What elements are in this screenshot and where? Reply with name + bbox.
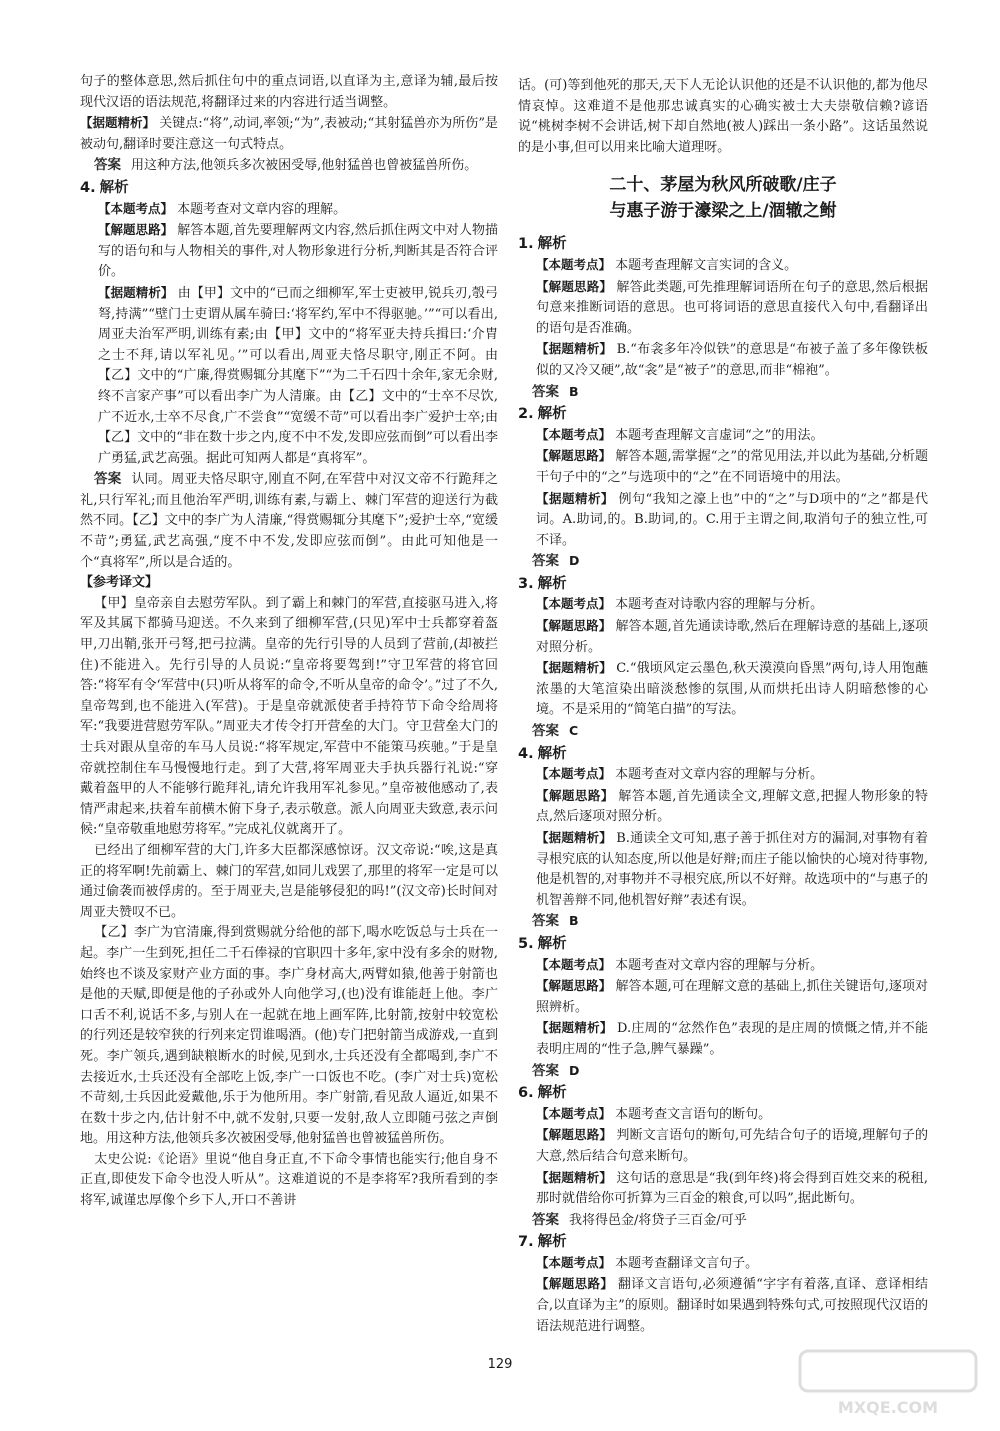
question-heading: 2. 解析 [518, 406, 567, 423]
answer-line: 答案 我将得邑金/将贷子三百金/可乎 [532, 1211, 747, 1228]
question-heading: 1. 解析 [518, 236, 567, 253]
section-title: 二十、茅屋为秋风所破歌/庄子 与惠子游于濠梁之上/涸辙之鲋 [609, 175, 837, 222]
watermark-text: MXQE.COM [837, 1398, 939, 1417]
question-body: 【本题考点】 本题考查理解文言实词的含义。 【解题思路】 解答此类题,可先推理解词语所在句子的意思,然后根据句意来推断词语的意思。也可将词语的意思直接代入句中,看翻译出的语句是否准确。 【据题精析】 B.“布衾多年冷似铁”的意思是“布被子盖了多年像铁板似的又冷又硬”,故“衾”是“被子”的意思,而非“棉袍”。 [536, 256, 928, 378]
question-heading: 4. 解析 [518, 745, 567, 762]
tag-text: 关键点:“将”,动词,率领;“为”,表被动;“其射猛兽亦为所伤”是被动句,翻译时要注意这一句式特点。 [80, 116, 498, 152]
answer-line: 答案 C [532, 723, 579, 740]
question-body [80, 199, 498, 470]
question-body: 【本题考点】 本题考查对诗歌内容的理解与分析。 【解题思路】 解答本题,首先通读诗歌,然后在理解诗意的基础上,逐项对照分析。 【据题精析】 C.“俄顷风定云墨色,秋天漠漠向昏黑”两句,诗人用饱蘸浓墨的大笔渲染出暗淡愁惨的氛围,从而烘托出诗人阴暗愁惨的心境。不是采用的“简笔白描”的写法。 [536, 596, 928, 718]
question-heading: 3. 解析 [518, 575, 567, 592]
translation-paragraph: 已经出了细柳军营的大门,许多大臣都深感惊讶。汉文帝说:“唉,这是真正的将军啊!先前霸上、棘门的军营,如同儿戏罢了,那里的将军一定是可以通过偷袭而被俘虏的。至于周亚夫,岂是能够侵犯的吗!”(汉文帝)长时间对周亚夫赞叹不已。 [80, 842, 498, 920]
tag-label: 【据题精析】 [80, 115, 156, 131]
question-body: 【本题考点】 本题考查对文章内容的理解与分析。 【解题思路】 解答本题,首先通读全文,理解文意,把握人物形象的特点,然后逐项对照分析。 【据题精析】 B.通读全文可知,惠子善于抓住对方的漏洞,对事物有着寻根究底的认知态度,所以他是好辩;而庄子能以愉快的心境对待事物,他是机智的,对事物并不寻根究底,所以不好辩。故选项中的“与惠子的机智善辩不同,他机智好辩”表述有误。 [536, 766, 928, 908]
translation-paragraph: 【乙】李广为官清廉,得到赏赐就分给他的部下,喝水吃饭总与士兵在一起。李广一生到死,担任二千石俸禄的官职四十多年,家中没有多余的财物,始终也不谈及家财产业方面的事。李广身材高大,两臂如猿,他善于射箭也是他的天赋,即便是他的子孙或外人向他学习,(也)没有谁能赶上他。李广口舌不利,说话不多,与别人在一起就在地上画军阵,比射箭,按射中较宽松的行列还是较窄狭的行列来定罚谁喝酒。(他)专门把射箭当成游戏,一直到死。李广领兵,遇到缺粮断水的时候,见到水,士兵还没有全都喝到,李广不去接近水,士兵还没有全部吃上饭,李广一口饭也不吃。(李广对士兵)宽松不苛刻,士兵因此爱戴他,乐于为他所用。李广射箭,看见敌人逼近,如果不在数十步之内,估计射不中,就不发射,只要一发射,敌人立即随弓弦之声倒地。用这种方法,他领兵多次被困受辱,他射猛兽也曾被猛兽所伤。 [80, 925, 498, 1147]
answer-line: 答案 认同。周亚夫恪尽职守,刚直不阿,在军营中对汉文帝不行跪拜之礼,只行军礼;而且他治军严明,训练有素,与霸上、棘门军营的迎送行为截然不同。【乙】文中的李广为人清廉,“得赏赐辄分其麾下”;爱护士卒,“宽缓不苛”;勇猛,武艺高强,“度不中不发,发即应弦而倒”。由此可知他是一个“真将军”,所以是合适的。 [80, 471, 498, 570]
question-body: 【本题考点】 本题考查文言语句的断句。 【解题思路】 判断文言语句的断句,可先结合句子的语境,理解句子的大意,然后结合句意来断句。 【据题精析】 这句话的意思是“我(到年终)将会得到百姓交来的税租,那时就借给你可折算为三百金的粮食,可以吗”,据此断句。 [536, 1105, 928, 1207]
question-body: 【本题考点】 本题考查翻译文言句子。 【解题思路】 翻译文言语句,必须遵循“字字有着落,直译、意译相结合,以直译为主”的原则。翻译时如果遇到特殊句式,可按照现代汉语的语法规范进行调整。 [536, 1254, 928, 1334]
continuation-text: 句子的整体意思,然后抓住句中的重点词语,以直译为主,意译为辅,最后按现代汉语的语法规范,将翻译过来的内容进行适当调整。 [80, 74, 498, 110]
reference-translation-heading: 【参考译文】 [80, 575, 159, 591]
right-column [518, 76, 928, 1337]
translation-paragraph: 太史公说:《论语》里说“他自身正直,不下命令事情也能实行;他自身不正直,即使发下命令也没人听从”。这难道说的不是李将军?我所看到的李将军,诚谨忠厚像个乡下人,开口不善讲 [80, 1151, 498, 1209]
translation-paragraph: 【甲】皇帝亲自去慰劳军队。到了霸上和棘门的军营,直接驱马进入,将军及其属下都骑马迎送。不久来到了细柳军营,(只见)军中士兵都穿着盔甲,刀出鞘,张开弓弩,把弓拉满。皇帝的先行引导的人员到了营前,(却被拦住)不能进入。先行引导的人员说:“皇帝将要驾到!”守卫军营的将官回答:“将军有令‘军营中(只)听从将军的命令,不听从皇帝的命令’。”过了不久,皇帝驾到,也不能进入(军营)。于是皇帝就派使者手持符节下命令给周将军:“我要进营慰劳军队。”周亚夫才传令打开营垒的大门。守卫营垒大门的士兵对跟从皇帝的车马人员说:“将军规定,军营中不能策马疾驰。”于是皇帝就控制住车马慢慢地行走。到了大营,将军周亚夫手执兵器行礼说:“穿戴着盔甲的人不能够行跪拜礼,请允许我用军礼参见。”皇帝被他感动了,表情严肃起来,扶着车前横木俯下身子,表示敬意。派人向周亚夫致意,表示问候:“皇帝敬重地慰劳将军。”完成礼仪就离开了。 [80, 595, 498, 838]
answer-line: 答案 D [532, 1062, 580, 1079]
question-heading: 6. 解析 [518, 1085, 567, 1102]
answer-text: 用这种方法,他领兵多次被困受辱,他射猛兽也曾被猛兽所伤。 [131, 158, 478, 174]
question-heading: 4. 解析 [80, 179, 129, 196]
analysis-paragraph: 【解题思路】 解答本题,首先要理解两文内容,然后抓住两文中对人物描写的语句和与人物相关的事件,对人物形象进行分析,判断其是否符合评价。 [98, 222, 498, 280]
answer-line [80, 155, 498, 177]
analysis-paragraph: 【本题考点】 本题考查对文章内容的理解。 [98, 200, 347, 217]
left-column [80, 72, 498, 1212]
answer-label: 答案 [94, 157, 121, 174]
question-body: 【本题考点】 本题考查理解文言虚词“之”的用法。 【解题思路】 解答本题,需掌握“之”的常见用法,并以此为基础,分析题干句子中的“之”与选项中的“之”在不同语境中的用法。 【据题精析】 例句“我知之濠上也”中的“之”与D项中的“之”都是代词。A.助词,的。B.助词,的。C.用于主谓之间,取消句子的独立性,可不译。 [536, 426, 928, 548]
answer-line: 答案 B [532, 913, 579, 930]
answer-line: 答案 B [532, 383, 579, 400]
answer-line: 答案 D [532, 553, 580, 570]
continuation-text: 话。(可)等到他死的那天,天下人无论认识他的还是不认识他的,都为他尽情哀悼。这难道不是他那忠诚真实的心确实被士大夫崇敬信赖?谚语说“桃树李树不会讲话,树下却自然地(被人)踩出一条小路”。这话虽然说的是小事,但可以用来比喻大道理呀。 [518, 78, 928, 155]
question-body: 【本题考点】 本题考查对文章内容的理解与分析。 【解题思路】 解答本题,可在理解文意的基础上,抓住关键语句,逐项对照辨析。 【据题精析】 D.庄周的“忿然作色”表现的是庄周的愤慨之情,并不能表明庄周的“性子急,脾气暴躁”。 [536, 956, 928, 1057]
analysis-paragraph: 【据题精析】 由【甲】文中的“已而之细柳军,军士吏被甲,锐兵刃,彀弓弩,持满”“壁门士吏谓从属车骑曰:‘将军约,军中不得驱驰。’”“可以看出,周亚夫治军严明,训练有素;由【甲】文中的“将军亚夫持兵揖曰:‘介胄之士不拜,请以军礼见。’”可以看出,周亚夫恪尽职守,刚正不阿。由【乙】文中的“广廉,得赏赐辄分其麾下”“为二千石四十余年,家无余财,终不言家产事”可以看出李广为人清廉。由【乙】文中的“士卒不尽饮,广不近水,士卒不尽食,广不尝食”“宽缓不苛”可以看出李广爱护士卒;由【乙】文中的“非在数十步之内,度不中不发,发即应弦而倒”可以看出李广勇猛,武艺高强。据此可知两人都是“真将军”。 [98, 284, 498, 466]
watermark-logo [798, 1349, 978, 1419]
question-heading: 5. 解析 [518, 935, 567, 952]
analysis-paragraph [80, 113, 498, 155]
page-number: 129 [487, 1357, 513, 1372]
question-heading: 7. 解析 [518, 1234, 567, 1251]
